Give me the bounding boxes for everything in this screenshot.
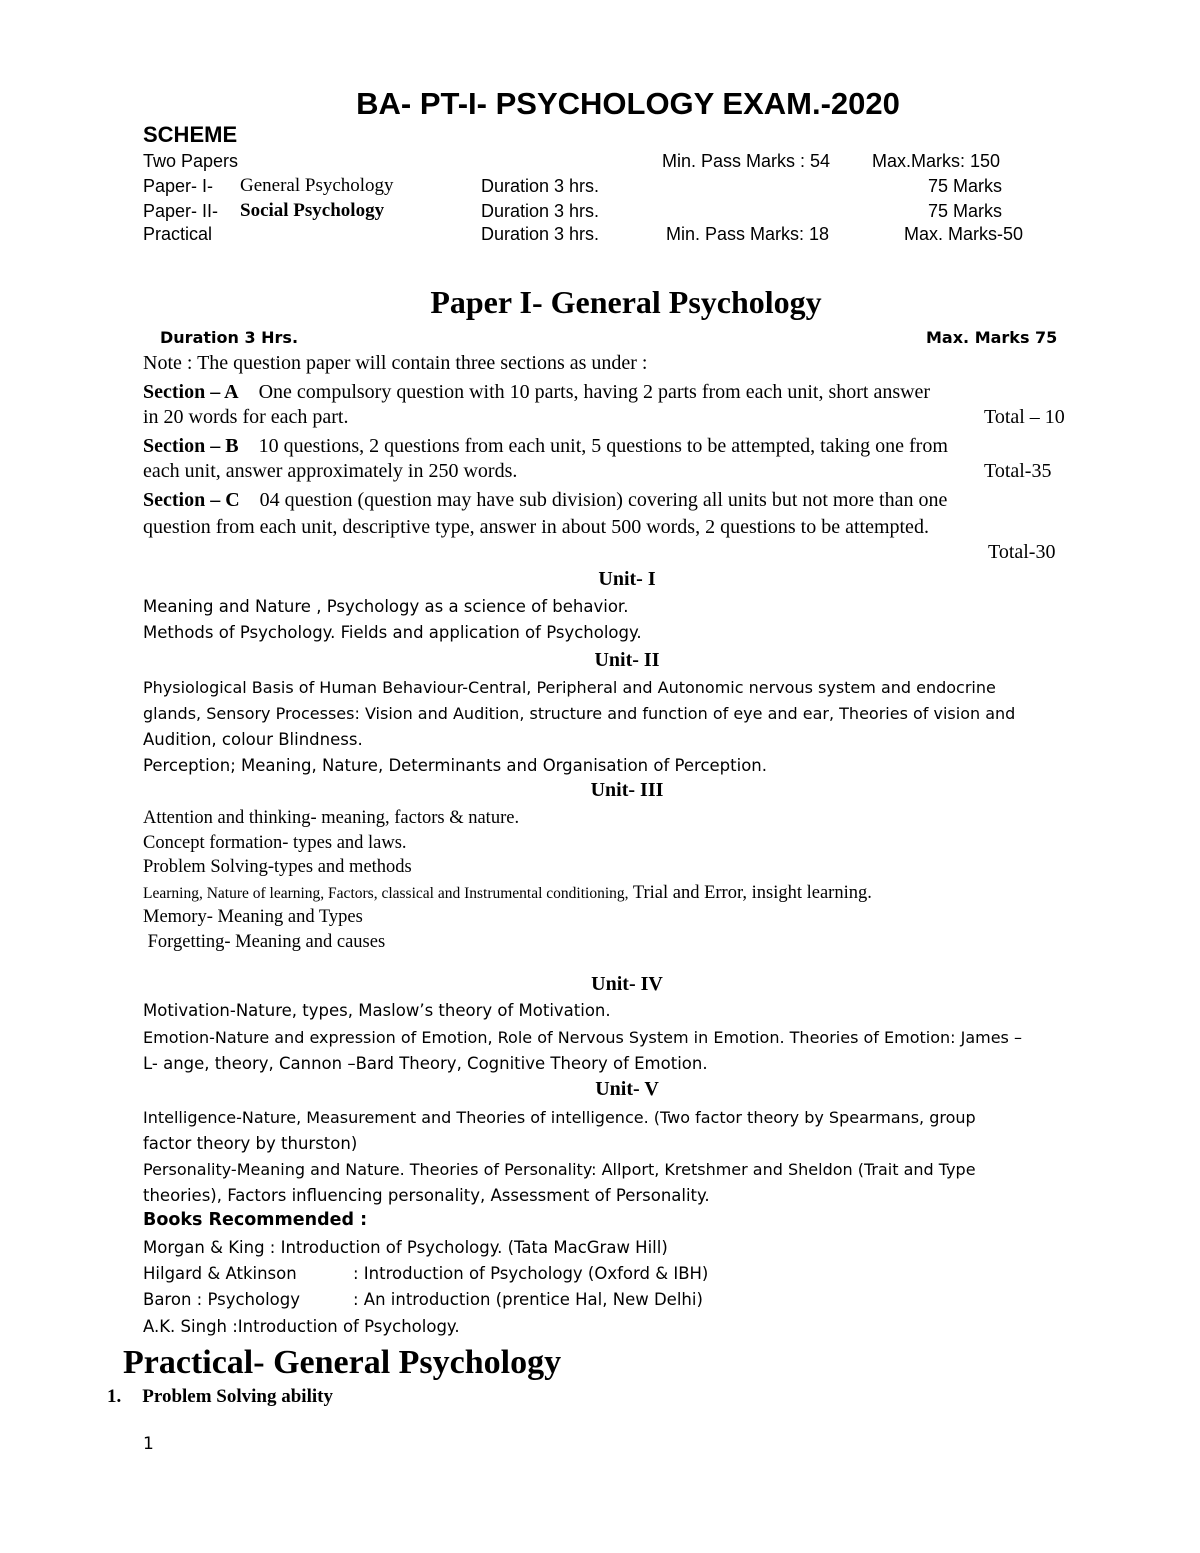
scheme-cell: Duration 3 hrs. [481, 224, 600, 244]
scheme-cell: Duration 3 hrs. [481, 176, 600, 196]
unit-4-line: Emotion-Nature and expression of Emotion, Role of Nervous System in Emotion. Theories of Emotion: James – [143, 1028, 1022, 1047]
unit-3-title: Unit- III [590, 779, 664, 801]
scheme-cell: 75 Marks [928, 201, 1003, 221]
unit-1-line: Meaning and Nature , Psychology as a science of behavior. [143, 597, 629, 616]
section-label: Section – B [143, 435, 239, 457]
unit-4-line: Motivation-Nature, types, Maslow’s theory of Motivation. [143, 1001, 611, 1020]
section-c-line2: question from each unit, descriptive type, answer in about 500 words, 2 questions to be attempted. [143, 516, 929, 538]
unit-3-learning-line [143, 881, 872, 906]
books-heading: Books Recommended : [143, 1210, 368, 1230]
note-text: Note : The question paper will contain three sections as under : [143, 352, 648, 374]
section-b-line2: each unit, answer approximately in 250 words. [143, 460, 518, 482]
duration-label: Duration 3 Hrs. [160, 328, 299, 347]
section-text: One compulsory question with 10 parts, having 2 parts from each unit, short answer [258, 381, 931, 403]
unit-3-line: Attention and thinking- meaning, factors & nature. [143, 808, 520, 828]
unit-3-line: Problem Solving-types and methods [143, 857, 412, 877]
scheme-cell: Paper- II- [143, 201, 219, 221]
unit-5-line: theories), Factors influencing personality, Assessment of Personality. [143, 1186, 710, 1205]
book-item-detail: : Introduction of Psychology (Oxford & IBH) [353, 1264, 709, 1283]
scheme-cell: Paper- I- [143, 176, 214, 196]
section-a-total: Total – 10 [984, 406, 1065, 428]
scheme-cell: Social Psychology [240, 200, 385, 221]
max-marks-label: Max. Marks 75 [926, 328, 1058, 347]
book-item-detail: : An introduction (prentice Hal, New Delhi) [353, 1290, 703, 1309]
section-a-line2: in 20 words for each part. [143, 406, 349, 428]
practical-heading: Practical- General Psychology [123, 1344, 562, 1381]
unit-2-line: Physiological Basis of Human Behaviour-Central, Peripheral and Autonomic nervous system and endocrine [143, 678, 996, 697]
unit-3-line: Concept formation- types and laws. [143, 833, 407, 853]
book-item: Hilgard & Atkinson [143, 1264, 297, 1283]
paper-heading: Paper I- General Psychology [430, 284, 822, 320]
section-label: Section – A [143, 381, 239, 403]
scheme-cell: Max.Marks: 150 [872, 151, 1001, 171]
practical-list-item [107, 1386, 333, 1408]
section-label: Section – C [143, 489, 240, 511]
scheme-cell: Practical [143, 224, 213, 244]
unit-2-line: Perception; Meaning, Nature, Determinants and Organisation of Perception. [143, 756, 767, 775]
section-text: 04 question (question may have sub division) covering all units but not more than one [259, 489, 948, 511]
unit-3-line: Forgetting- Meaning and causes [143, 932, 386, 952]
list-text: Problem Solving ability [142, 1386, 333, 1407]
scheme-cell: Duration 3 hrs. [481, 201, 600, 221]
unit-5-line: factor theory by thurston) [143, 1134, 358, 1153]
section-c-line1 [143, 487, 1113, 514]
scheme-cell: General Psychology [240, 175, 394, 196]
unit-2-line: glands, Sensory Processes: Vision and Audition, structure and function of eye and ear, Theories of vision and [143, 704, 1016, 723]
book-item: A.K. Singh :Introduction of Psychology. [143, 1317, 460, 1336]
learning-small-text: Learning, Nature of learning, Factors, classical and Instrumental conditioning, [143, 885, 629, 902]
book-item: Baron : Psychology [143, 1290, 301, 1309]
unit-5-title: Unit- V [595, 1078, 659, 1100]
scheme-cell: 75 Marks [928, 176, 1003, 196]
unit-4-title: Unit- IV [591, 973, 663, 995]
learning-rest-text: Trial and Error, insight learning. [628, 883, 872, 903]
scheme-cell: Min. Pass Marks: 18 [666, 224, 830, 244]
unit-4-line: L- ange, theory, Cannon –Bard Theory, Cognitive Theory of Emotion. [143, 1054, 708, 1073]
unit-1-title: Unit- I [598, 568, 656, 590]
unit-2-line: Audition, colour Blindness. [143, 730, 363, 749]
section-b-total: Total-35 [984, 460, 1052, 482]
unit-5-line: Personality-Meaning and Nature. Theories of Personality: Allport, Kretshmer and Sheldon (Trait and Type [143, 1160, 976, 1179]
section-a-line1 [143, 379, 1113, 406]
unit-1-line: Methods of Psychology. Fields and application of Psychology. [143, 623, 642, 642]
section-text: 10 questions, 2 questions from each unit, 5 questions to be attempted, taking one from [258, 435, 948, 457]
unit-2-title: Unit- II [594, 649, 660, 671]
unit-3-line: Memory- Meaning and Types [143, 907, 363, 927]
scheme-cell: Two Papers [143, 151, 239, 171]
page-number: 1 [143, 1434, 154, 1454]
scheme-heading: SCHEME [143, 122, 238, 147]
section-c-total: Total-30 [988, 541, 1056, 563]
book-item: Morgan & King : Introduction of Psychology. (Tata MacGraw Hill) [143, 1238, 668, 1257]
list-number: 1. [107, 1386, 122, 1407]
document-title: BA- PT-I- PSYCHOLOGY EXAM.-2020 [356, 86, 900, 121]
unit-5-line: Intelligence-Nature, Measurement and Theories of intelligence. (Two factor theory by Spearmans, group [143, 1108, 976, 1127]
section-b-line1 [143, 433, 1113, 460]
scheme-cell: Min. Pass Marks : 54 [662, 151, 831, 171]
scheme-cell: Max. Marks-50 [904, 224, 1024, 244]
